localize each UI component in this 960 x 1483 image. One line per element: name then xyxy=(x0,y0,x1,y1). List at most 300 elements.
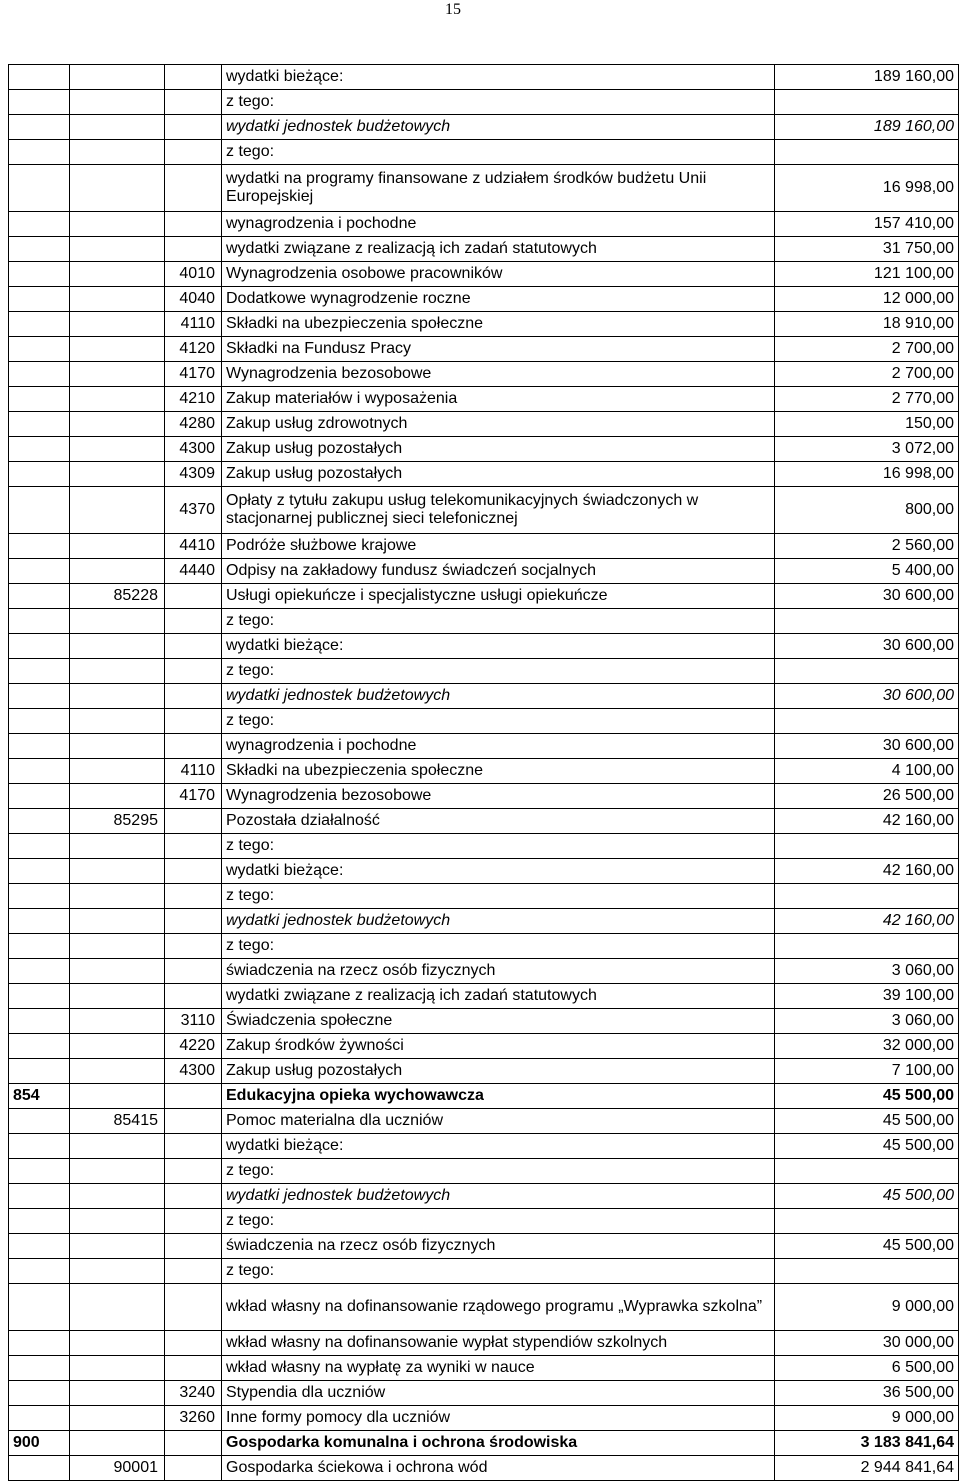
table-row xyxy=(9,734,959,759)
paragraf-cell: 4040 xyxy=(165,287,222,312)
table-row xyxy=(9,1059,959,1084)
description-cell: Odpisy na zakładowy fundusz świadczeń socjalnych xyxy=(222,559,775,584)
amount-cell xyxy=(775,884,959,909)
description-cell: wydatki bieżące: xyxy=(222,634,775,659)
paragraf-cell xyxy=(165,1356,222,1381)
paragraf-cell: 4410 xyxy=(165,534,222,559)
description-cell: Zakup usług zdrowotnych xyxy=(222,412,775,437)
table-row xyxy=(9,362,959,387)
amount-cell: 3 060,00 xyxy=(775,959,959,984)
amount-cell: 45 500,00 xyxy=(775,1234,959,1259)
description-cell: wynagrodzenia i pochodne xyxy=(222,734,775,759)
dzial-cell xyxy=(9,534,70,559)
rozdzial-cell: 85415 xyxy=(70,1109,165,1134)
rozdzial-cell xyxy=(70,759,165,784)
rozdzial-cell xyxy=(70,659,165,684)
paragraf-cell: 4170 xyxy=(165,784,222,809)
paragraf-cell xyxy=(165,1259,222,1284)
rozdzial-cell xyxy=(70,262,165,287)
table-row xyxy=(9,312,959,337)
dzial-cell xyxy=(9,1034,70,1059)
paragraf-cell: 4300 xyxy=(165,437,222,462)
description-cell: wydatki jednostek budżetowych xyxy=(222,684,775,709)
description-cell: wydatki bieżące: xyxy=(222,65,775,90)
paragraf-cell xyxy=(165,1209,222,1234)
paragraf-cell: 4170 xyxy=(165,362,222,387)
description-cell: z tego: xyxy=(222,659,775,684)
amount-cell xyxy=(775,609,959,634)
dzial-cell xyxy=(9,934,70,959)
dzial-cell xyxy=(9,387,70,412)
rozdzial-cell xyxy=(70,934,165,959)
amount-cell: 45 500,00 xyxy=(775,1109,959,1134)
dzial-cell xyxy=(9,1184,70,1209)
rozdzial-cell xyxy=(70,1259,165,1284)
table-row xyxy=(9,884,959,909)
dzial-cell xyxy=(9,212,70,237)
amount-cell: 30 000,00 xyxy=(775,1331,959,1356)
paragraf-cell: 3240 xyxy=(165,1381,222,1406)
dzial-cell xyxy=(9,462,70,487)
table-row xyxy=(9,212,959,237)
paragraf-cell xyxy=(165,684,222,709)
amount-cell: 42 160,00 xyxy=(775,809,959,834)
dzial-cell: 854 xyxy=(9,1084,70,1109)
rozdzial-cell xyxy=(70,709,165,734)
dzial-cell xyxy=(9,287,70,312)
paragraf-cell xyxy=(165,1134,222,1159)
rozdzial-cell xyxy=(70,784,165,809)
amount-cell: 30 600,00 xyxy=(775,634,959,659)
description-cell: wydatki jednostek budżetowych xyxy=(222,909,775,934)
amount-cell: 2 944 841,64 xyxy=(775,1456,959,1481)
dzial-cell xyxy=(9,959,70,984)
rozdzial-cell xyxy=(70,337,165,362)
paragraf-cell xyxy=(165,140,222,165)
amount-cell: 189 160,00 xyxy=(775,115,959,140)
paragraf-cell: 4210 xyxy=(165,387,222,412)
rozdzial-cell xyxy=(70,212,165,237)
table-row xyxy=(9,1406,959,1431)
rozdzial-cell xyxy=(70,287,165,312)
amount-cell: 42 160,00 xyxy=(775,909,959,934)
paragraf-cell xyxy=(165,809,222,834)
table-row xyxy=(9,534,959,559)
table-row xyxy=(9,584,959,609)
dzial-cell xyxy=(9,634,70,659)
rozdzial-cell xyxy=(70,387,165,412)
dzial-cell xyxy=(9,984,70,1009)
page-number: 15 xyxy=(445,1,461,18)
rozdzial-cell xyxy=(70,412,165,437)
amount-cell: 42 160,00 xyxy=(775,859,959,884)
paragraf-cell: 4110 xyxy=(165,312,222,337)
table-row xyxy=(9,659,959,684)
description-cell: wydatki bieżące: xyxy=(222,1134,775,1159)
description-cell: Pomoc materialna dla uczniów xyxy=(222,1109,775,1134)
description-cell: Zakup usług pozostałych xyxy=(222,1059,775,1084)
dzial-cell xyxy=(9,709,70,734)
amount-cell: 30 600,00 xyxy=(775,734,959,759)
amount-cell: 9 000,00 xyxy=(775,1406,959,1431)
table-row xyxy=(9,1259,959,1284)
rozdzial-cell xyxy=(70,462,165,487)
description-cell: z tego: xyxy=(222,90,775,115)
table-row xyxy=(9,90,959,115)
description-cell: z tego: xyxy=(222,1259,775,1284)
dzial-cell xyxy=(9,487,70,534)
description-cell: świadczenia na rzecz osób fizycznych xyxy=(222,1234,775,1259)
rozdzial-cell xyxy=(70,734,165,759)
amount-cell: 7 100,00 xyxy=(775,1059,959,1084)
dzial-cell xyxy=(9,90,70,115)
dzial-cell xyxy=(9,584,70,609)
table-row xyxy=(9,834,959,859)
rozdzial-cell xyxy=(70,959,165,984)
description-cell: Inne formy pomocy dla uczniów xyxy=(222,1406,775,1431)
dzial-cell xyxy=(9,237,70,262)
table-row xyxy=(9,634,959,659)
amount-cell: 121 100,00 xyxy=(775,262,959,287)
paragraf-cell: 4309 xyxy=(165,462,222,487)
dzial-cell xyxy=(9,412,70,437)
amount-cell xyxy=(775,1209,959,1234)
dzial-cell xyxy=(9,115,70,140)
dzial-cell xyxy=(9,734,70,759)
description-cell: Składki na Fundusz Pracy xyxy=(222,337,775,362)
rozdzial-cell xyxy=(70,884,165,909)
table-row xyxy=(9,1234,959,1259)
table-row xyxy=(9,759,959,784)
description-cell: Świadczenia społeczne xyxy=(222,1009,775,1034)
rozdzial-cell xyxy=(70,609,165,634)
amount-cell: 800,00 xyxy=(775,487,959,534)
dzial-cell xyxy=(9,884,70,909)
paragraf-cell xyxy=(165,90,222,115)
dzial-cell xyxy=(9,1356,70,1381)
amount-cell: 45 500,00 xyxy=(775,1084,959,1109)
description-cell: wydatki jednostek budżetowych xyxy=(222,115,775,140)
rozdzial-cell xyxy=(70,1209,165,1234)
description-cell: Gospodarka komunalna i ochrona środowiska xyxy=(222,1431,775,1456)
amount-cell: 6 500,00 xyxy=(775,1356,959,1381)
rozdzial-cell xyxy=(70,909,165,934)
amount-cell: 31 750,00 xyxy=(775,237,959,262)
amount-cell: 3 060,00 xyxy=(775,1009,959,1034)
table-row xyxy=(9,684,959,709)
paragraf-cell xyxy=(165,1184,222,1209)
table-row xyxy=(9,1009,959,1034)
table-row xyxy=(9,1084,959,1109)
table-row xyxy=(9,609,959,634)
rozdzial-cell xyxy=(70,1034,165,1059)
description-cell: Usługi opiekuńcze i specjalistyczne usługi opiekuńcze xyxy=(222,584,775,609)
amount-cell: 12 000,00 xyxy=(775,287,959,312)
paragraf-cell xyxy=(165,709,222,734)
dzial-cell xyxy=(9,437,70,462)
paragraf-cell: 4220 xyxy=(165,1034,222,1059)
amount-cell xyxy=(775,934,959,959)
rozdzial-cell xyxy=(70,1406,165,1431)
amount-cell xyxy=(775,1159,959,1184)
paragraf-cell xyxy=(165,959,222,984)
amount-cell: 9 000,00 xyxy=(775,1284,959,1331)
rozdzial-cell xyxy=(70,634,165,659)
dzial-cell xyxy=(9,1456,70,1481)
description-cell: Stypendia dla uczniów xyxy=(222,1381,775,1406)
dzial-cell xyxy=(9,1406,70,1431)
table-row xyxy=(9,909,959,934)
description-cell: wkład własny na dofinansowanie rządowego programu „Wyprawka szkolna” xyxy=(222,1284,775,1331)
rozdzial-cell xyxy=(70,834,165,859)
description-cell: z tego: xyxy=(222,1159,775,1184)
amount-cell: 189 160,00 xyxy=(775,65,959,90)
amount-cell: 3 183 841,64 xyxy=(775,1431,959,1456)
paragraf-cell xyxy=(165,884,222,909)
dzial-cell xyxy=(9,262,70,287)
description-cell: Składki na ubezpieczenia społeczne xyxy=(222,759,775,784)
dzial-cell xyxy=(9,909,70,934)
rozdzial-cell xyxy=(70,1084,165,1109)
rozdzial-cell xyxy=(70,437,165,462)
dzial-cell xyxy=(9,312,70,337)
dzial-cell xyxy=(9,784,70,809)
description-cell: Dodatkowe wynagrodzenie roczne xyxy=(222,287,775,312)
dzial-cell xyxy=(9,1159,70,1184)
paragraf-cell xyxy=(165,1234,222,1259)
amount-cell: 5 400,00 xyxy=(775,559,959,584)
description-cell: Gospodarka ściekowa i ochrona wód xyxy=(222,1456,775,1481)
dzial-cell xyxy=(9,759,70,784)
dzial-cell xyxy=(9,809,70,834)
paragraf-cell xyxy=(165,984,222,1009)
paragraf-cell xyxy=(165,1084,222,1109)
description-cell: z tego: xyxy=(222,834,775,859)
table-row xyxy=(9,65,959,90)
amount-cell: 30 600,00 xyxy=(775,684,959,709)
description-cell: z tego: xyxy=(222,884,775,909)
description-cell: Wynagrodzenia osobowe pracowników xyxy=(222,262,775,287)
rozdzial-cell xyxy=(70,487,165,534)
amount-cell xyxy=(775,834,959,859)
description-cell: Wynagrodzenia bezosobowe xyxy=(222,784,775,809)
rozdzial-cell xyxy=(70,1159,165,1184)
budget-table-body xyxy=(9,65,959,1481)
description-cell: wkład własny na wypłatę za wyniki w nauce xyxy=(222,1356,775,1381)
rozdzial-cell xyxy=(70,312,165,337)
dzial-cell xyxy=(9,684,70,709)
paragraf-cell xyxy=(165,115,222,140)
rozdzial-cell xyxy=(70,1234,165,1259)
dzial-cell xyxy=(9,1109,70,1134)
table-row xyxy=(9,437,959,462)
dzial-cell xyxy=(9,1234,70,1259)
paragraf-cell xyxy=(165,909,222,934)
paragraf-cell: 4110 xyxy=(165,759,222,784)
dzial-cell xyxy=(9,362,70,387)
paragraf-cell xyxy=(165,634,222,659)
table-row xyxy=(9,1209,959,1234)
description-cell: Pozostała działalność xyxy=(222,809,775,834)
dzial-cell xyxy=(9,1009,70,1034)
description-cell: Opłaty z tytułu zakupu usług telekomunikacyjnych świadczonych w stacjonarnej publicznej sieci telefonicznej xyxy=(222,487,775,534)
amount-cell xyxy=(775,1259,959,1284)
rozdzial-cell: 85228 xyxy=(70,584,165,609)
table-row xyxy=(9,412,959,437)
paragraf-cell: 4300 xyxy=(165,1059,222,1084)
table-row xyxy=(9,959,959,984)
description-cell: wydatki związane z realizacją ich zadań statutowych xyxy=(222,237,775,262)
table-row xyxy=(9,262,959,287)
description-cell: Zakup usług pozostałych xyxy=(222,462,775,487)
paragraf-cell xyxy=(165,859,222,884)
table-row xyxy=(9,1331,959,1356)
amount-cell: 150,00 xyxy=(775,412,959,437)
description-cell: Zakup usług pozostałych xyxy=(222,437,775,462)
budget-expenditure-table xyxy=(8,64,959,1481)
table-row xyxy=(9,1284,959,1331)
paragraf-cell xyxy=(165,1109,222,1134)
dzial-cell xyxy=(9,1209,70,1234)
paragraf-cell: 4010 xyxy=(165,262,222,287)
table-row xyxy=(9,140,959,165)
amount-cell xyxy=(775,140,959,165)
amount-cell: 30 600,00 xyxy=(775,584,959,609)
paragraf-cell: 3260 xyxy=(165,1406,222,1431)
description-cell: z tego: xyxy=(222,709,775,734)
amount-cell: 2 700,00 xyxy=(775,337,959,362)
description-cell: wydatki na programy finansowane z udziałem środków budżetu Unii Europejskiej xyxy=(222,165,775,212)
description-cell: Składki na ubezpieczenia społeczne xyxy=(222,312,775,337)
table-row xyxy=(9,387,959,412)
table-row xyxy=(9,859,959,884)
description-cell: z tego: xyxy=(222,609,775,634)
paragraf-cell: 4120 xyxy=(165,337,222,362)
description-cell: z tego: xyxy=(222,934,775,959)
rozdzial-cell xyxy=(70,984,165,1009)
description-cell: wynagrodzenia i pochodne xyxy=(222,212,775,237)
paragraf-cell xyxy=(165,1456,222,1481)
rozdzial-cell xyxy=(70,534,165,559)
paragraf-cell xyxy=(165,834,222,859)
paragraf-cell: 4370 xyxy=(165,487,222,534)
table-row xyxy=(9,934,959,959)
amount-cell: 3 072,00 xyxy=(775,437,959,462)
description-cell: Wynagrodzenia bezosobowe xyxy=(222,362,775,387)
table-row xyxy=(9,1381,959,1406)
rozdzial-cell: 85295 xyxy=(70,809,165,834)
table-row xyxy=(9,1134,959,1159)
amount-cell xyxy=(775,709,959,734)
amount-cell: 4 100,00 xyxy=(775,759,959,784)
paragraf-cell xyxy=(165,1331,222,1356)
table-row xyxy=(9,809,959,834)
rozdzial-cell xyxy=(70,362,165,387)
rozdzial-cell xyxy=(70,1059,165,1084)
table-row xyxy=(9,709,959,734)
description-cell: wydatki jednostek budżetowych xyxy=(222,1184,775,1209)
paragraf-cell xyxy=(165,584,222,609)
paragraf-cell xyxy=(165,609,222,634)
dzial-cell xyxy=(9,337,70,362)
paragraf-cell xyxy=(165,734,222,759)
paragraf-cell xyxy=(165,659,222,684)
rozdzial-cell xyxy=(70,1284,165,1331)
description-cell: Zakup środków żywności xyxy=(222,1034,775,1059)
table-row xyxy=(9,287,959,312)
dzial-cell xyxy=(9,609,70,634)
dzial-cell: 900 xyxy=(9,1431,70,1456)
amount-cell: 157 410,00 xyxy=(775,212,959,237)
table-row xyxy=(9,237,959,262)
rozdzial-cell xyxy=(70,1381,165,1406)
rozdzial-cell xyxy=(70,165,165,212)
rozdzial-cell xyxy=(70,1331,165,1356)
rozdzial-cell xyxy=(70,684,165,709)
table-row xyxy=(9,1184,959,1209)
paragraf-cell xyxy=(165,1431,222,1456)
paragraf-cell xyxy=(165,165,222,212)
amount-cell: 16 998,00 xyxy=(775,165,959,212)
amount-cell: 16 998,00 xyxy=(775,462,959,487)
table-row xyxy=(9,1109,959,1134)
rozdzial-cell xyxy=(70,140,165,165)
dzial-cell xyxy=(9,1284,70,1331)
rozdzial-cell xyxy=(70,1009,165,1034)
paragraf-cell xyxy=(165,1284,222,1331)
paragraf-cell: 3110 xyxy=(165,1009,222,1034)
rozdzial-cell xyxy=(70,65,165,90)
amount-cell: 2 700,00 xyxy=(775,362,959,387)
description-cell: z tego: xyxy=(222,1209,775,1234)
description-cell: wydatki związane z realizacją ich zadań statutowych xyxy=(222,984,775,1009)
table-row xyxy=(9,337,959,362)
description-cell: Podróże służbowe krajowe xyxy=(222,534,775,559)
paragraf-cell xyxy=(165,212,222,237)
description-cell: wkład własny na dofinansowanie wypłat stypendiów szkolnych xyxy=(222,1331,775,1356)
paragraf-cell xyxy=(165,65,222,90)
description-cell: wydatki bieżące: xyxy=(222,859,775,884)
rozdzial-cell xyxy=(70,237,165,262)
amount-cell: 39 100,00 xyxy=(775,984,959,1009)
rozdzial-cell: 90001 xyxy=(70,1456,165,1481)
table-row xyxy=(9,1034,959,1059)
description-cell: świadczenia na rzecz osób fizycznych xyxy=(222,959,775,984)
table-row xyxy=(9,1159,959,1184)
amount-cell: 18 910,00 xyxy=(775,312,959,337)
rozdzial-cell xyxy=(70,859,165,884)
amount-cell: 45 500,00 xyxy=(775,1184,959,1209)
table-row xyxy=(9,559,959,584)
amount-cell xyxy=(775,90,959,115)
dzial-cell xyxy=(9,834,70,859)
paragraf-cell xyxy=(165,237,222,262)
dzial-cell xyxy=(9,165,70,212)
paragraf-cell xyxy=(165,1159,222,1184)
rozdzial-cell xyxy=(70,1431,165,1456)
dzial-cell xyxy=(9,659,70,684)
amount-cell: 45 500,00 xyxy=(775,1134,959,1159)
dzial-cell xyxy=(9,1059,70,1084)
dzial-cell xyxy=(9,1331,70,1356)
paragraf-cell: 4440 xyxy=(165,559,222,584)
rozdzial-cell xyxy=(70,1356,165,1381)
table-row xyxy=(9,165,959,212)
dzial-cell xyxy=(9,1134,70,1159)
amount-cell: 26 500,00 xyxy=(775,784,959,809)
table-row xyxy=(9,984,959,1009)
table-row xyxy=(9,784,959,809)
